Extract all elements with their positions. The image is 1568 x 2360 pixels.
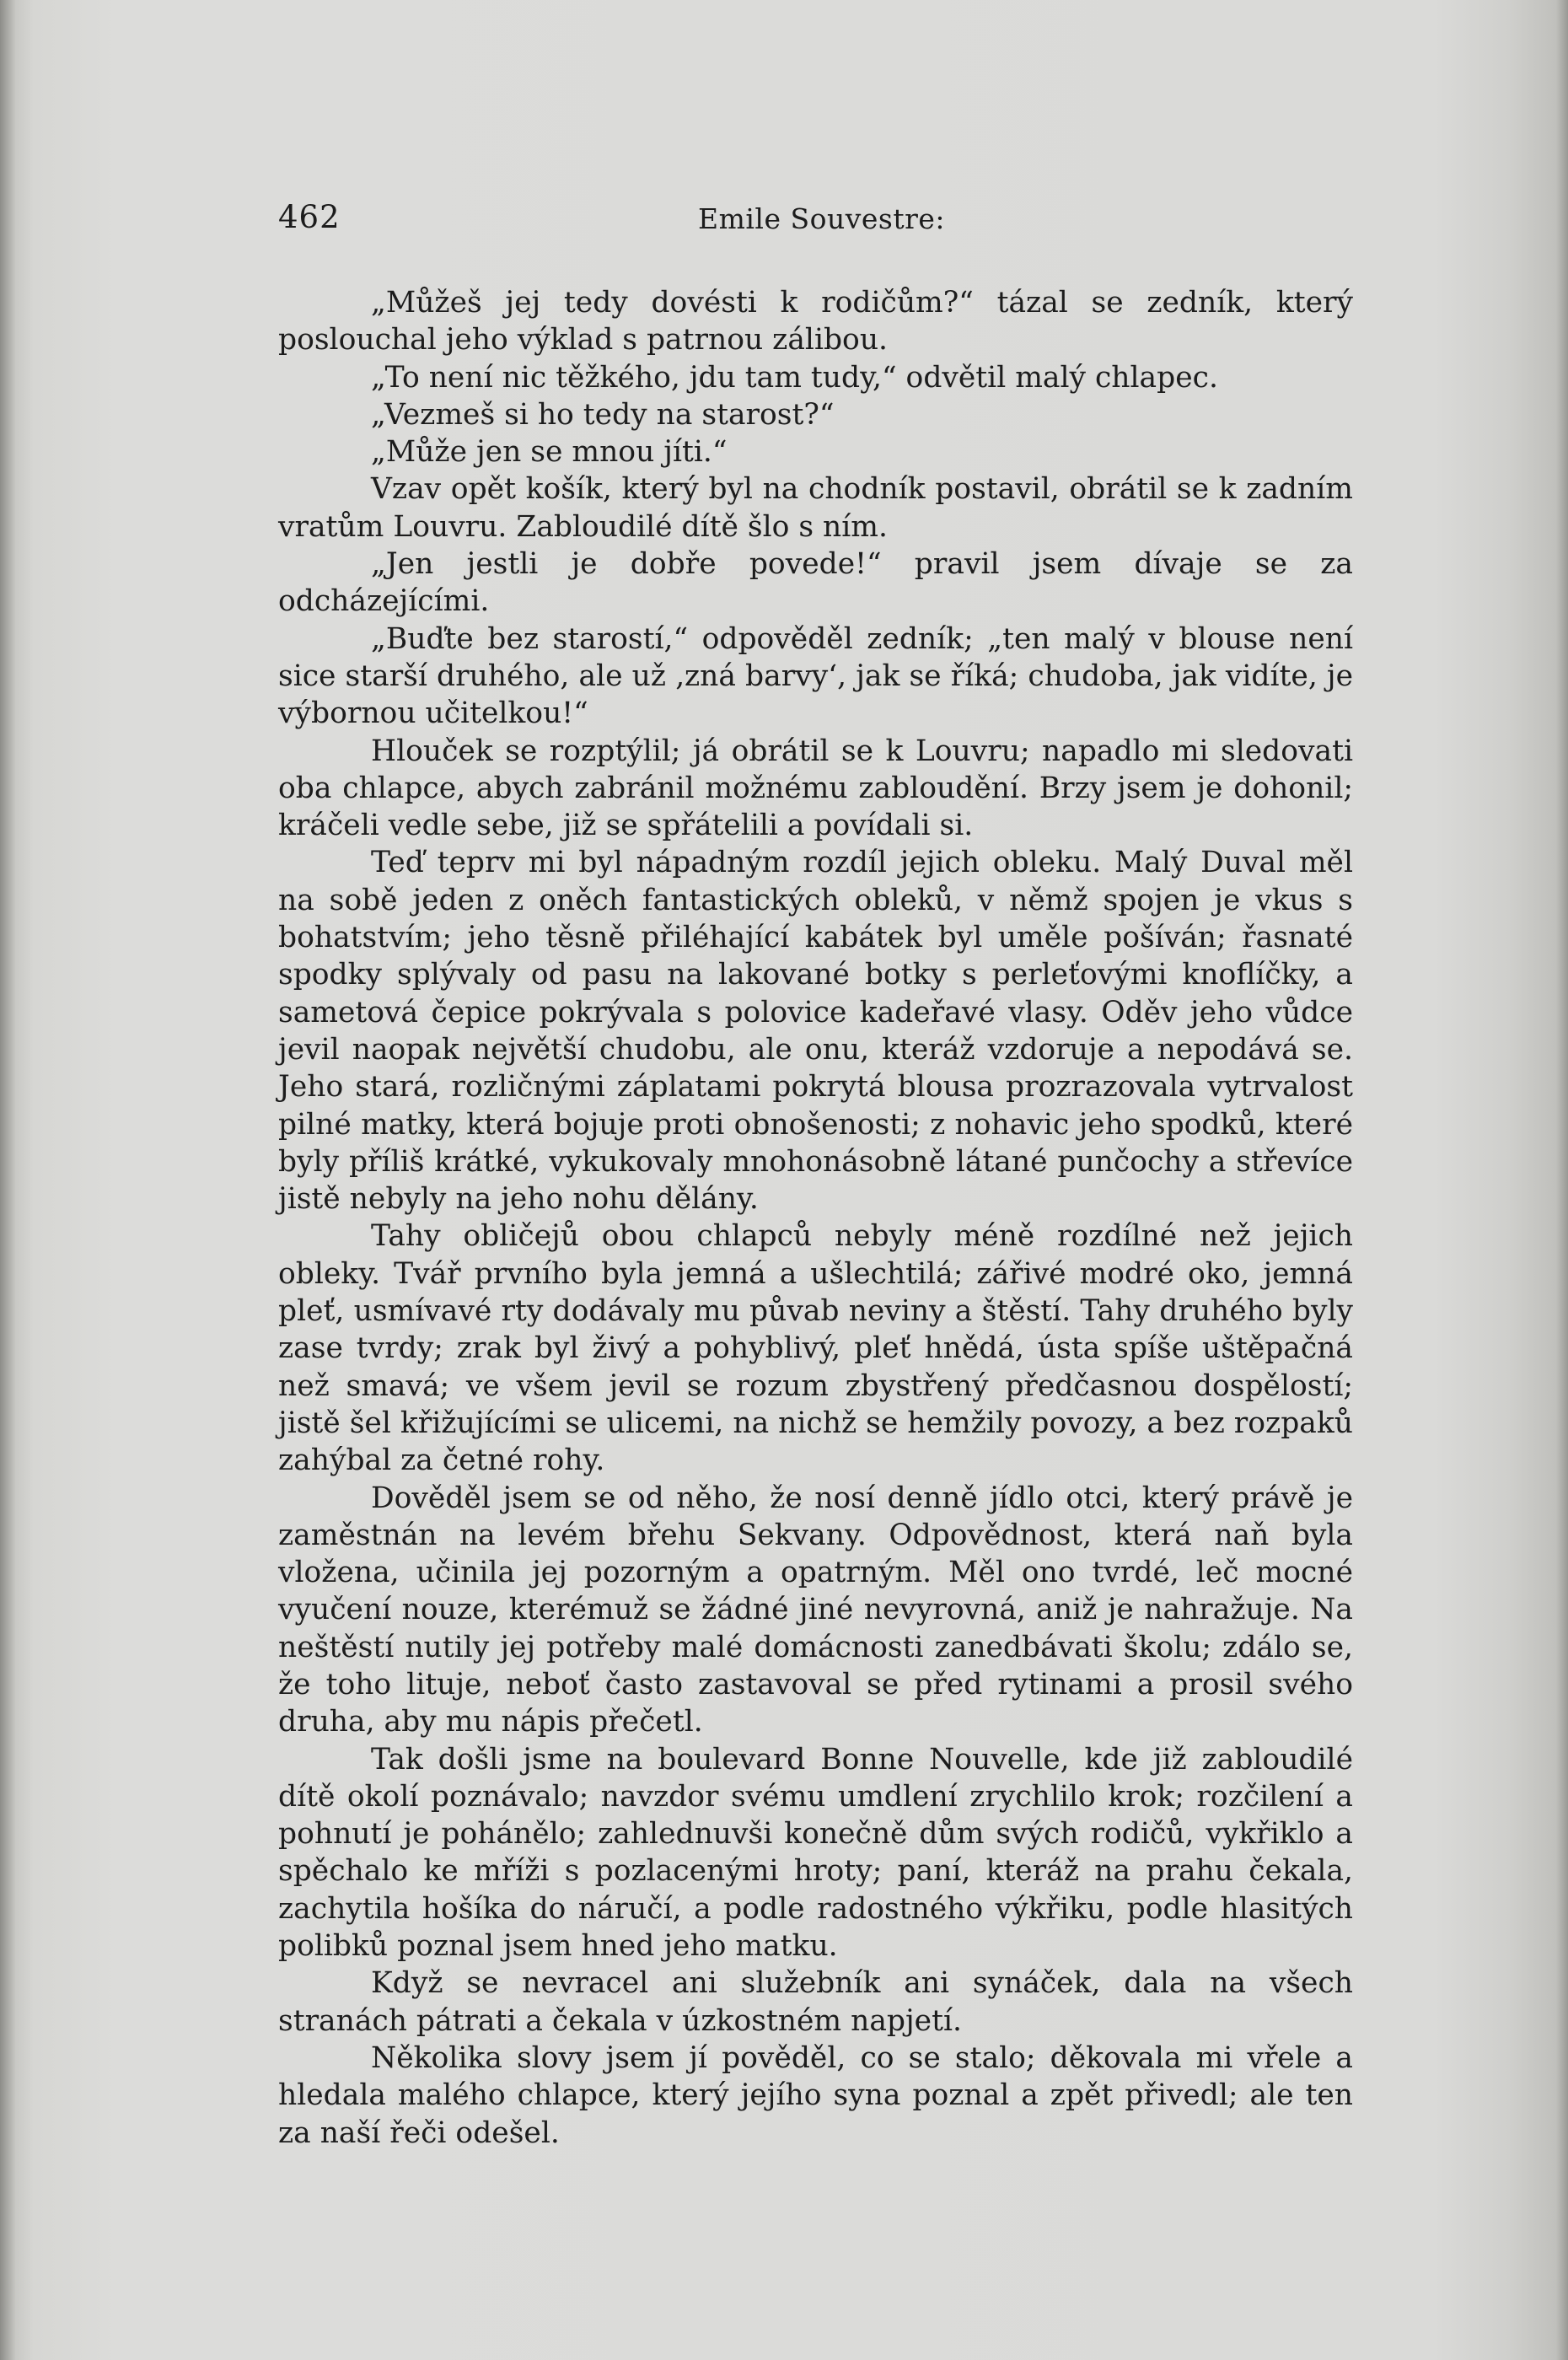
paragraph: Když se nevracel ani služebník ani synáček, dala na všech stranách pátrati a čekala v úzkostném napjetí. (278, 1966, 1353, 2038)
running-header (278, 199, 1353, 250)
paragraph: Tahy obličejů obou chlapců nebyly méně rozdílné než jejich obleky. Tvář prvního byla jemná a ušlechtilá; zářivé modré oko, jemná pleť, usmívavé rty dodávaly mu půvab neviny a štěstí. Tahy druhého byly zase tvrdy; zrak byl živý a pohyblivý, pleť hnědá, ústa spíše uštěpačná než smavá; ve všem jevil se rozum zbystřený předčasnou dospělostí; jistě šel křižujícími se ulicemi, na nichž se hemžily povozy, a bez rozpaků zahýbal za četné rohy. (278, 1219, 1353, 1478)
binding-shadow-left (0, 0, 15, 2360)
paragraph: Hlouček se rozptýlil; já obrátil se k Louvru; napadlo mi sledovati oba chlapce, abych zabránil možnému zabloudění. Brzy jsem je dohonil; kráčeli vedle sebe, již se spřátelili a povídali si. (278, 734, 1353, 843)
body-text (278, 284, 1353, 2152)
book-page (278, 199, 1353, 2152)
paragraph: Dověděl jsem se od něho, že nosí denně jídlo otci, který právě je zaměstnán na levém břehu Sekvany. Odpovědnost, která naň byla vložena, učinila jej pozorným a opatrným. Měl ono tvrdé, leč mocné vyučení nouze, kterémuž se žádné jiné nevyrovná, aniž je nahražuje. Na neštěstí nutily jej potřeby malé domácnosti zanedbávati školu; zdálo se, že toho lituje, neboť často zastavoval se před rytinami a prosil svého druha, aby mu nápis přečetl. (278, 1481, 1353, 1739)
paragraph: Tak došli jsme na boulevard Bonne Nouvelle, kde již zabloudilé dítě okolí poznávalo; navzdor svému umdlení zrychlilo krok; rozčilení a pohnutí je pohánělo; zahlednuvši konečně dům svých rodičů, vykřiklo a spěchalo ke mříži s pozlacenými hroty; paní, kteráž na prahu čekala, zachytila hošíka do náručí, a podle radostného výkřiku, podle hlasitých polibků poznal jsem hned jeho matku. (278, 1742, 1353, 1964)
paragraph: „Vezmeš si ho tedy na starost?“ (371, 397, 835, 432)
page-edge-right (1556, 0, 1568, 2360)
paragraph: „To není nic těžkého, jdu tam tudy,“ odvětil malý chlapec. (371, 360, 1218, 395)
page-number: 462 (278, 199, 341, 235)
running-title: Emile Souvestre: (698, 202, 946, 235)
paragraph: Teď teprv mi byl nápadným rozdíl jejich obleku. Malý Duval měl na sobě jeden z oněch fantastických obleků, v němž spojen je vkus s bohatstvím; jeho těsně přiléhající kabátek byl uměle pošíván; řasnaté spodky splývaly od pasu na lakované botky s perleťovými knoflíčky, a sametová čepice pokrývala s polovice kadeřavé vlasy. Oděv jeho vůdce jevil naopak největší chudobu, ale onu, kteráž vzdoruje a nepodává se. Jeho stará, rozličnými záplatami pokrytá blousa prozrazovala vytrvalost pilné matky, která bojuje proti obnošenosti; z nohavic jeho spodků, které byly příliš krátké, vykukovaly mnohonásobně látané punčochy a střevíce jistě nebyly na jeho nohu dělány. (278, 846, 1353, 1217)
paragraph: Vzav opět košík, který byl na chodník postavil, obrátil se k zadním vratům Louvru. Zabloudilé dítě šlo s ním. (278, 472, 1353, 544)
paragraph: „Jen jestli je dobře povede!“ pravil jsem dívaje se za odcházejícími. (278, 547, 1353, 619)
paragraph: „Můžeš jej tedy dovésti k rodičům?“ tázal se zedník, který poslouchal jeho výklad s patrnou zálibou. (278, 286, 1353, 357)
paragraph: Několika slovy jsem jí pověděl, co se stalo; děkovala mi vřele a hledala malého chlapce, který jejího syna poznal a zpět přivedl; ale ten za naší řeči odešel. (278, 2040, 1353, 2150)
paragraph: „Může jen se mnou jíti.“ (371, 435, 728, 470)
paragraph: „Buďte bez starostí,“ odpověděl zedník; „ten malý v blouse není sice starší druhého, ale už ‚zná barvy‘, jak se říká; chudoba, jak vidíte, je výbornou učitelkou!“ (278, 621, 1353, 731)
